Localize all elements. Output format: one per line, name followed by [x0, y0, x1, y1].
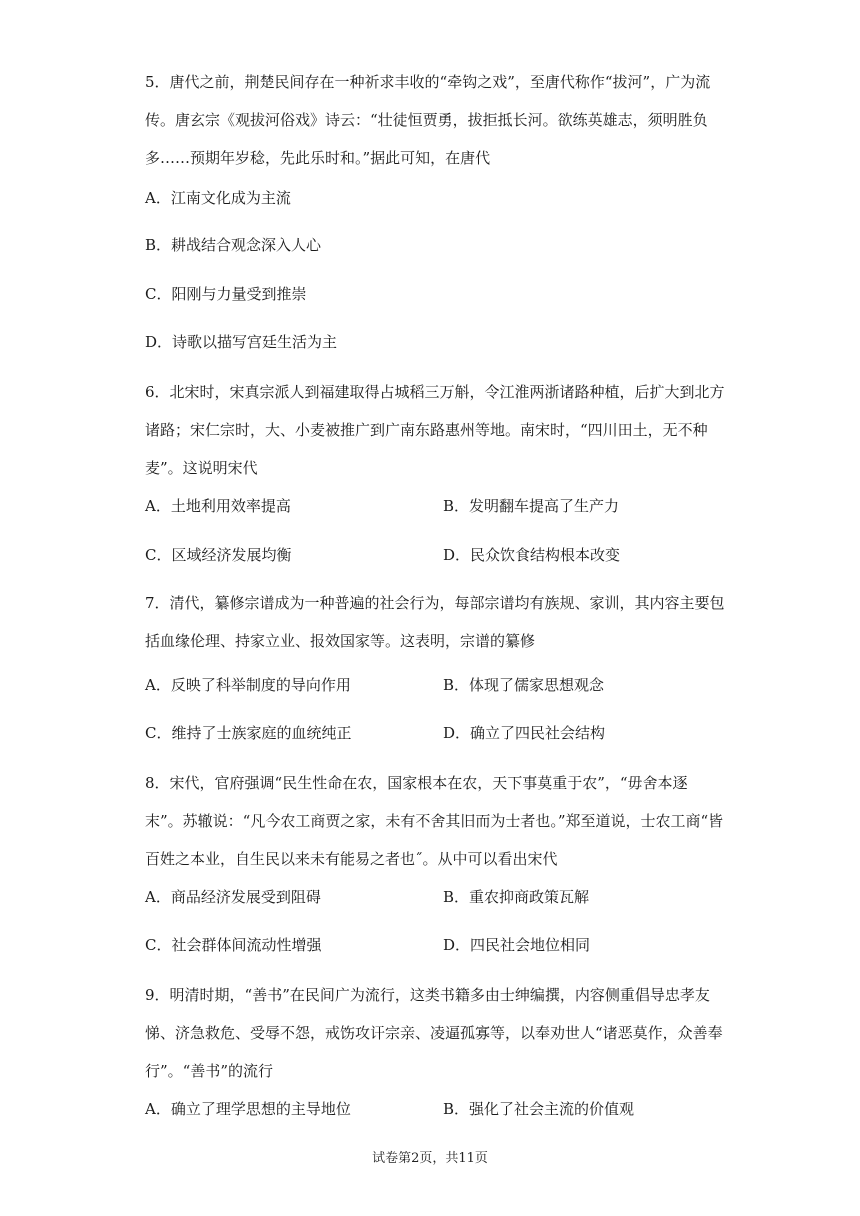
question-9 [145, 976, 725, 1090]
question-5-option-d: D．诗歌以描写宫廷生活为主 [145, 333, 338, 351]
question-9-stem: 9．明清时期，“善书”在民间广为流行，这类书籍多由士绅编撰，内容侧重倡导忠孝友悌、济急救危、受辱不怨，戒饬攻讦宗亲、凌逼孤寡等，以奉劝世人“诸恶莫作，众善奉行”。“善书”的流行 [145, 986, 723, 1080]
question-7-option-d: D．确立了四民社会结构 [443, 724, 606, 742]
question-8-option-c: C．社会群体间流动性增强 [145, 936, 322, 954]
question-9-option-b: B．强化了社会主流的价值观 [443, 1100, 635, 1118]
question-5-option-b: B．耕战结合观念深入人心 [145, 236, 322, 254]
question-6-option-a: A．土地利用效率提高 [145, 497, 291, 515]
question-8-stem: 8．宋代，官府强调“民生性命在农，国家根本在农，天下事莫重于农”，“毋舍本逐末”。苏辙说：“凡今农工商贾之家，未有不舍其旧而为士者也。”郑至道说，士农工商“皆百姓之本业，自生民以来未有能易之者也˝。从中可以看出宋代 [145, 774, 724, 868]
question-7 [145, 584, 725, 660]
question-6-option-c: C．区域经济发展均衡 [145, 546, 292, 564]
question-5-stem: 5．唐代之前，荆楚民间存在一种祈求丰收的“牵钩之戏”，至唐代称作“拔河”，广为流传。唐玄宗《观拔河俗戏》诗云：“壮徒恒贾勇，拔拒抵长河。欲练英雄志，须明胜负多……预期年岁稔，先此乐时和。”据此可知，在唐代 [145, 73, 711, 167]
question-8-option-a: A．商品经济发展受到阻碍 [145, 888, 321, 906]
question-6 [145, 373, 725, 487]
page-footer: 试卷第2页，共11页 [372, 1151, 488, 1166]
question-8-option-d: D．四民社会地位相同 [443, 936, 591, 954]
question-8-option-b: B．重农抑商政策瓦解 [443, 888, 590, 906]
question-7-stem: 7．清代，纂修宗谱成为一种普遍的社会行为，每部宗谱均有族规、家训，其内容主要包括血缘伦理、持家立业、报效国家等。这表明，宗谱的纂修 [145, 594, 725, 650]
question-8 [145, 764, 725, 878]
question-5-option-c: C．阳刚与力量受到推崇 [145, 285, 307, 303]
question-5-option-a: A．江南文化成为主流 [145, 189, 291, 207]
question-6-stem: 6．北宋时，宋真宗派人到福建取得占城稻三万斛，令江淮两浙诸路种植，后扩大到北方诸路；宋仁宗时，大、小麦被推广到广南东路惠州等地。南宋时，“四川田土，无不种麦”。这说明宋代 [145, 383, 725, 477]
question-6-option-d: D．民众饮食结构根本改变 [443, 546, 621, 564]
question-7-option-b: B．体现了儒家思想观念 [443, 676, 605, 694]
question-9-option-a: A．确立了理学思想的主导地位 [145, 1100, 351, 1118]
question-5 [145, 63, 725, 177]
question-7-option-a: A．反映了科举制度的导向作用 [145, 676, 351, 694]
question-7-option-c: C．维持了士族家庭的血统纯正 [145, 724, 352, 742]
question-6-option-b: B．发明翻车提高了生产力 [443, 497, 620, 515]
